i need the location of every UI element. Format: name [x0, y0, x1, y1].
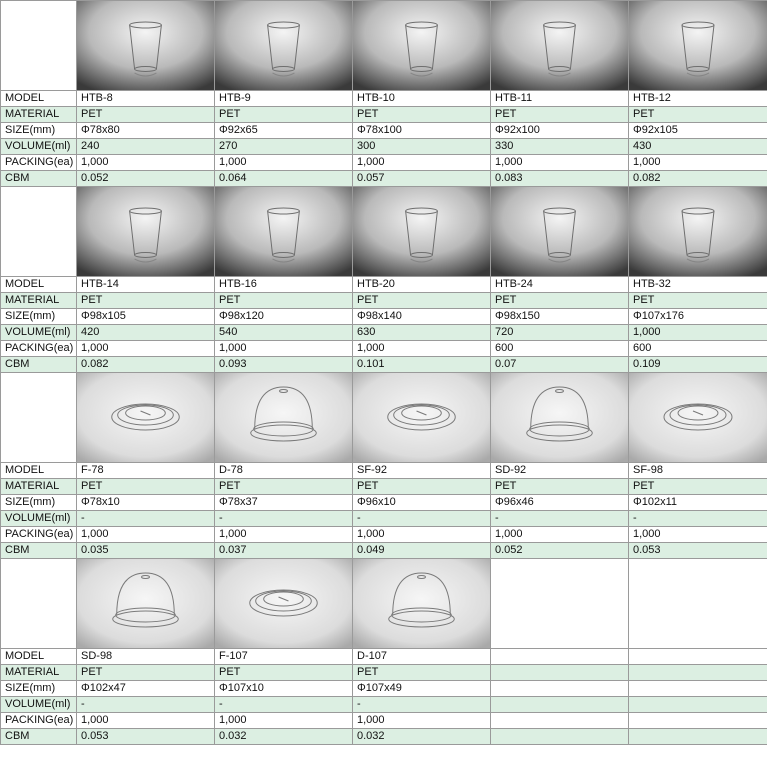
row-label-material: MATERIAL	[1, 107, 77, 123]
cell-packing: 1,000	[353, 713, 491, 729]
cell-packing: 600	[491, 341, 629, 357]
cell-size: Φ78x100	[353, 123, 491, 139]
spec-row-material	[1, 107, 767, 123]
spec-row-cbm	[1, 357, 767, 373]
cell-packing: 1,000	[77, 527, 215, 543]
cell-size: Φ78x37	[215, 495, 353, 511]
cell-material: PET	[215, 293, 353, 309]
cell-size: Φ78x10	[77, 495, 215, 511]
cell-packing: 1,000	[491, 527, 629, 543]
row-label-material: MATERIAL	[1, 479, 77, 495]
cell-material: PET	[491, 293, 629, 309]
row-label-cbm: CBM	[1, 357, 77, 373]
cup-icon	[77, 187, 214, 276]
cell-size: Φ102x47	[77, 681, 215, 697]
cell-packing: 1,000	[491, 155, 629, 171]
cell-size: Φ98x105	[77, 309, 215, 325]
cell-packing: 1,000	[215, 527, 353, 543]
flat-lid-icon	[215, 559, 352, 648]
cell-volume: 240	[77, 139, 215, 155]
row-label-model: MODEL	[1, 277, 77, 293]
spec-row-volume	[1, 511, 767, 527]
cell-material: PET	[77, 107, 215, 123]
dome-lid-icon	[215, 373, 352, 462]
spec-row-model	[1, 649, 767, 665]
cell-cbm: 0.032	[353, 729, 491, 745]
cell-material: PET	[77, 479, 215, 495]
cell-packing: 600	[629, 341, 767, 357]
cell-model: SF-92	[353, 463, 491, 479]
cell-cbm: 0.083	[491, 171, 629, 187]
cell-size: Φ96x10	[353, 495, 491, 511]
cell-model: HTB-32	[629, 277, 767, 293]
cell-cbm: 0.109	[629, 357, 767, 373]
cell-model: SD-92	[491, 463, 629, 479]
cell-volume: -	[353, 697, 491, 713]
cell-cbm: 0.064	[215, 171, 353, 187]
product-photo	[215, 559, 353, 649]
row-label-model: MODEL	[1, 91, 77, 107]
product-photo	[353, 559, 491, 649]
cell-size: Φ96x46	[491, 495, 629, 511]
spec-row-size	[1, 681, 767, 697]
flat-lid-icon	[629, 373, 767, 462]
row-label-size: SIZE(mm)	[1, 309, 77, 325]
cell-material: PET	[353, 107, 491, 123]
cell-packing: 1,000	[629, 527, 767, 543]
blank-cell	[1, 1, 77, 91]
spec-row-packing	[1, 713, 767, 729]
image-row	[1, 373, 767, 463]
cell-volume: 540	[215, 325, 353, 341]
cell-size: Φ102x11	[629, 495, 767, 511]
spec-row-material	[1, 479, 767, 495]
cell-volume: -	[77, 511, 215, 527]
cell-model: HTB-14	[77, 277, 215, 293]
spec-row-volume	[1, 325, 767, 341]
cell-volume: -	[215, 511, 353, 527]
cell-size: Φ107x176	[629, 309, 767, 325]
cell-material: PET	[77, 293, 215, 309]
empty-cell	[629, 713, 767, 729]
row-label-cbm: CBM	[1, 171, 77, 187]
cup-icon	[491, 187, 628, 276]
product-photo	[77, 187, 215, 277]
cell-model: HTB-24	[491, 277, 629, 293]
product-photo	[215, 187, 353, 277]
product-photo	[77, 373, 215, 463]
spec-row-cbm	[1, 543, 767, 559]
blank-cell	[1, 373, 77, 463]
spec-row-size	[1, 495, 767, 511]
row-label-packing: PACKING(ea)	[1, 155, 77, 171]
empty-cell	[629, 665, 767, 681]
image-row	[1, 559, 767, 649]
cup-icon	[353, 1, 490, 90]
spec-row-material	[1, 665, 767, 681]
product-photo	[77, 1, 215, 91]
cell-volume: 420	[77, 325, 215, 341]
cell-model: HTB-10	[353, 91, 491, 107]
row-label-volume: VOLUME(ml)	[1, 511, 77, 527]
cell-material: PET	[353, 665, 491, 681]
image-row	[1, 187, 767, 277]
empty-cell	[491, 665, 629, 681]
cell-model: HTB-8	[77, 91, 215, 107]
empty-cell	[629, 697, 767, 713]
product-photo	[491, 1, 629, 91]
blank-cell	[1, 187, 77, 277]
cup-icon	[629, 187, 767, 276]
row-label-size: SIZE(mm)	[1, 495, 77, 511]
cell-material: PET	[491, 107, 629, 123]
cell-model: F-107	[215, 649, 353, 665]
spec-row-material	[1, 293, 767, 309]
image-row	[1, 1, 767, 91]
cell-cbm: 0.053	[77, 729, 215, 745]
cell-packing: 1,000	[77, 713, 215, 729]
row-label-volume: VOLUME(ml)	[1, 697, 77, 713]
cell-volume: 430	[629, 139, 767, 155]
empty-cell	[491, 649, 629, 665]
product-photo	[77, 559, 215, 649]
product-photo	[491, 187, 629, 277]
cell-model: HTB-9	[215, 91, 353, 107]
product-photo	[353, 373, 491, 463]
empty-cell	[491, 681, 629, 697]
cell-cbm: 0.093	[215, 357, 353, 373]
cell-model: D-78	[215, 463, 353, 479]
cell-material: PET	[629, 107, 767, 123]
cell-model: HTB-16	[215, 277, 353, 293]
cell-volume: 270	[215, 139, 353, 155]
cell-cbm: 0.035	[77, 543, 215, 559]
cup-icon	[353, 187, 490, 276]
row-label-packing: PACKING(ea)	[1, 527, 77, 543]
cell-volume: -	[353, 511, 491, 527]
cell-volume: 1,000	[629, 325, 767, 341]
product-photo	[215, 1, 353, 91]
product-photo	[629, 373, 767, 463]
blank-cell	[1, 559, 77, 649]
cell-volume: -	[491, 511, 629, 527]
cup-icon	[215, 187, 352, 276]
cell-model: SF-98	[629, 463, 767, 479]
cell-cbm: 0.053	[629, 543, 767, 559]
empty-cell	[629, 729, 767, 745]
cell-model: F-78	[77, 463, 215, 479]
cup-icon	[215, 1, 352, 90]
cell-cbm: 0.052	[491, 543, 629, 559]
cell-packing: 1,000	[215, 341, 353, 357]
dome-lid-icon	[77, 559, 214, 648]
spec-row-model	[1, 463, 767, 479]
spec-row-packing	[1, 341, 767, 357]
product-photo	[353, 187, 491, 277]
cell-size: Φ92x65	[215, 123, 353, 139]
cell-size: Φ78x80	[77, 123, 215, 139]
product-photo	[353, 1, 491, 91]
spec-row-size	[1, 309, 767, 325]
cell-material: PET	[215, 107, 353, 123]
spec-row-model	[1, 91, 767, 107]
row-label-size: SIZE(mm)	[1, 681, 77, 697]
row-label-model: MODEL	[1, 649, 77, 665]
flat-lid-icon	[353, 373, 490, 462]
cell-cbm: 0.07	[491, 357, 629, 373]
cup-icon	[491, 1, 628, 90]
row-label-cbm: CBM	[1, 543, 77, 559]
cell-size: Φ92x100	[491, 123, 629, 139]
cell-model: SD-98	[77, 649, 215, 665]
cell-volume: 300	[353, 139, 491, 155]
cell-volume: -	[629, 511, 767, 527]
cell-size: Φ107x10	[215, 681, 353, 697]
cell-material: PET	[215, 479, 353, 495]
cell-packing: 1,000	[353, 155, 491, 171]
cell-material: PET	[491, 479, 629, 495]
spec-row-model	[1, 277, 767, 293]
cell-size: Φ98x150	[491, 309, 629, 325]
dome-lid-icon	[491, 373, 628, 462]
cell-cbm: 0.057	[353, 171, 491, 187]
row-label-material: MATERIAL	[1, 665, 77, 681]
cell-cbm: 0.052	[77, 171, 215, 187]
flat-lid-icon	[77, 373, 214, 462]
product-photo	[629, 187, 767, 277]
cell-model: HTB-11	[491, 91, 629, 107]
spec-row-cbm	[1, 729, 767, 745]
row-label-packing: PACKING(ea)	[1, 341, 77, 357]
cell-cbm: 0.082	[629, 171, 767, 187]
cell-packing: 1,000	[215, 155, 353, 171]
cell-size: Φ98x120	[215, 309, 353, 325]
cell-model: HTB-20	[353, 277, 491, 293]
row-label-cbm: CBM	[1, 729, 77, 745]
cell-volume: 630	[353, 325, 491, 341]
empty-cell	[629, 681, 767, 697]
spec-row-volume	[1, 139, 767, 155]
spec-row-packing	[1, 155, 767, 171]
cell-material: PET	[629, 479, 767, 495]
cell-cbm: 0.101	[353, 357, 491, 373]
cell-model: D-107	[353, 649, 491, 665]
spec-row-cbm	[1, 171, 767, 187]
product-photo	[491, 373, 629, 463]
spec-row-packing	[1, 527, 767, 543]
spec-row-volume	[1, 697, 767, 713]
empty-photo-cell	[491, 559, 629, 649]
empty-cell	[491, 697, 629, 713]
cell-material: PET	[215, 665, 353, 681]
cell-packing: 1,000	[215, 713, 353, 729]
cell-cbm: 0.049	[353, 543, 491, 559]
cell-size: Φ107x49	[353, 681, 491, 697]
empty-photo-cell	[629, 559, 767, 649]
empty-cell	[629, 649, 767, 665]
cell-cbm: 0.037	[215, 543, 353, 559]
cell-packing: 1,000	[353, 527, 491, 543]
row-label-model: MODEL	[1, 463, 77, 479]
cell-volume: 720	[491, 325, 629, 341]
cell-material: PET	[353, 479, 491, 495]
cup-icon	[629, 1, 767, 90]
cell-model: HTB-12	[629, 91, 767, 107]
row-label-size: SIZE(mm)	[1, 123, 77, 139]
cell-volume: 330	[491, 139, 629, 155]
row-label-packing: PACKING(ea)	[1, 713, 77, 729]
cell-material: PET	[629, 293, 767, 309]
product-photo	[629, 1, 767, 91]
cell-packing: 1,000	[77, 341, 215, 357]
dome-lid-icon	[353, 559, 490, 648]
empty-cell	[491, 713, 629, 729]
cup-icon	[77, 1, 214, 90]
cell-packing: 1,000	[77, 155, 215, 171]
cell-material: PET	[77, 665, 215, 681]
product-photo	[215, 373, 353, 463]
row-label-volume: VOLUME(ml)	[1, 139, 77, 155]
cell-cbm: 0.082	[77, 357, 215, 373]
row-label-material: MATERIAL	[1, 293, 77, 309]
cell-material: PET	[353, 293, 491, 309]
cell-size: Φ98x140	[353, 309, 491, 325]
empty-cell	[491, 729, 629, 745]
cell-volume: -	[77, 697, 215, 713]
spec-row-size	[1, 123, 767, 139]
cell-cbm: 0.032	[215, 729, 353, 745]
cell-volume: -	[215, 697, 353, 713]
cell-packing: 1,000	[629, 155, 767, 171]
cell-packing: 1,000	[353, 341, 491, 357]
row-label-volume: VOLUME(ml)	[1, 325, 77, 341]
cell-size: Φ92x105	[629, 123, 767, 139]
